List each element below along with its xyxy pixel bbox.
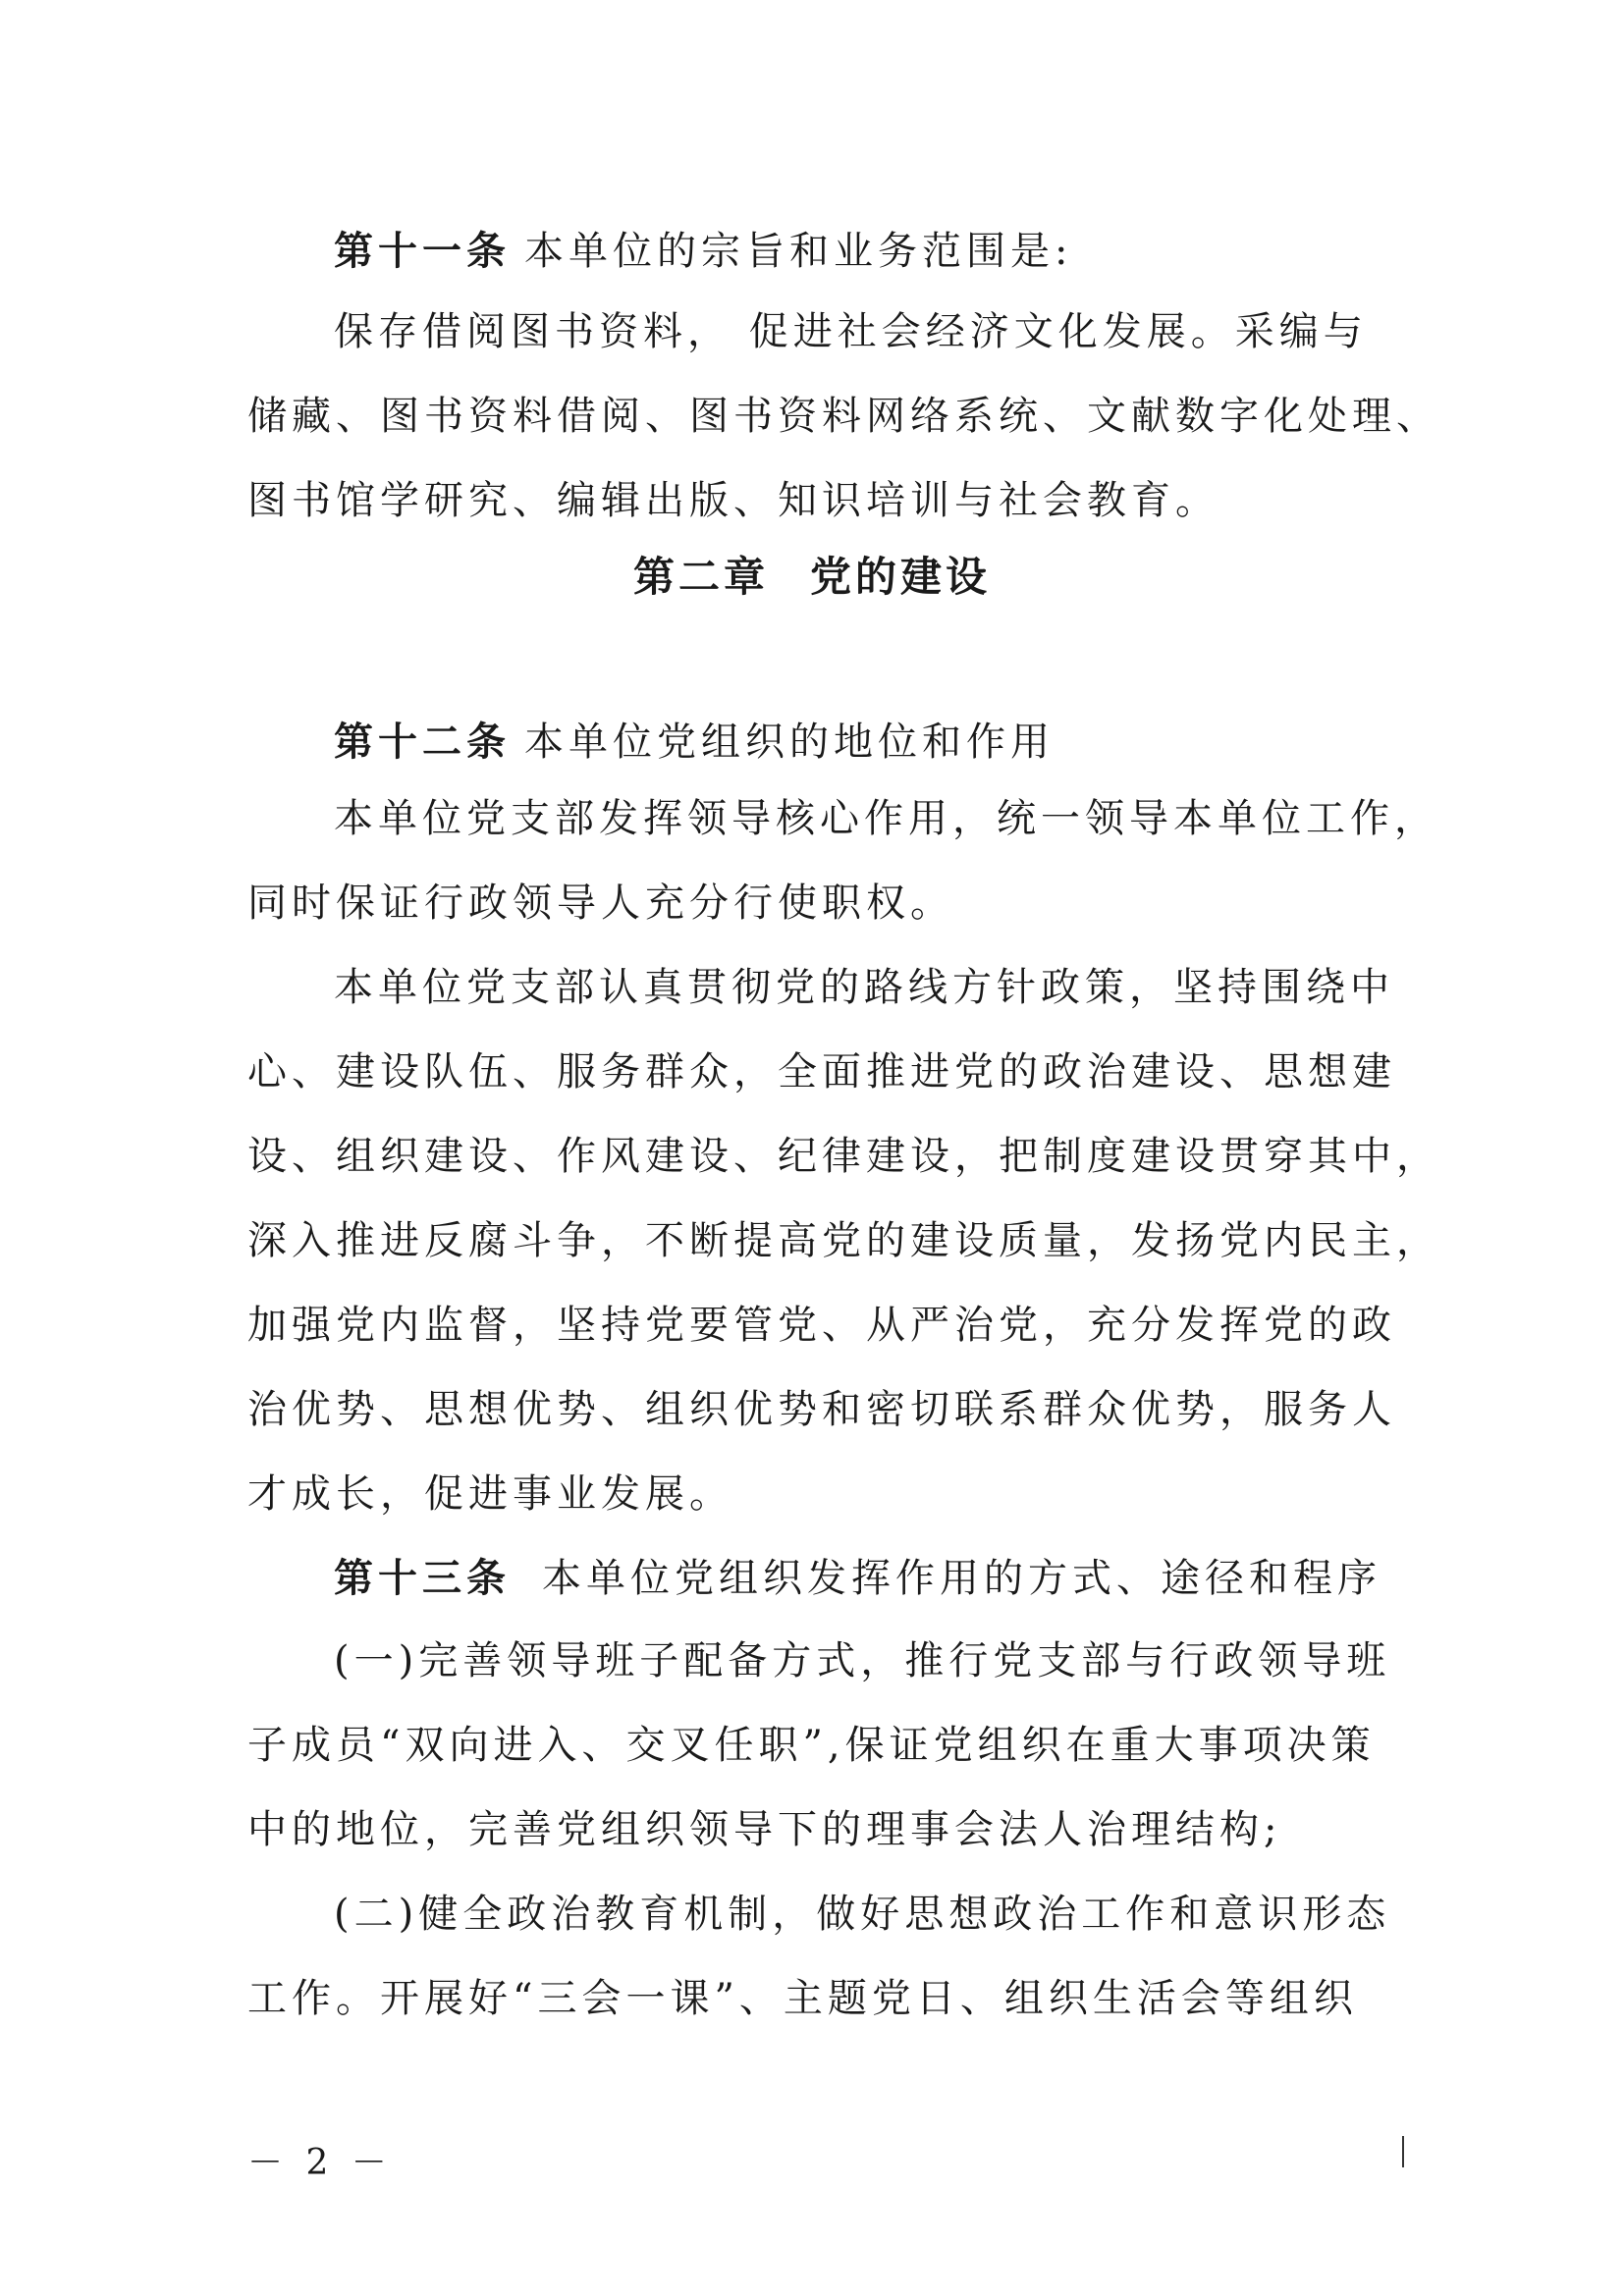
article-12-line-4: 心、建设队伍、服务群众，全面推进党的政治建设、思想建 [247,1049,1396,1095]
article-11-label: 第十一条 [334,228,511,274]
article-12-line-6: 深入推进反腐斗争，不断提高党的建设质量，发扬党内民主， [247,1218,1440,1263]
article-12-line-1: 本单位党支部发挥领导核心作用，统一领导本单位工作， [334,796,1438,841]
article-12-line-7: 加强党内监督，坚持党要管党、从严治党，充分发挥党的政 [247,1303,1396,1348]
article-12-line-9: 才成长，促进事业发展。 [247,1471,733,1517]
article-12-label: 第十二条 [334,719,511,765]
page-number: － 2 － [247,2143,393,2183]
article-12-heading-line [334,715,1473,770]
article-11-heading: 本单位的宗旨和业务范围是: [524,229,1073,274]
article-13-line-3: 中的地位，完善党组织领导下的理事会法人治理结构; [247,1807,1282,1852]
article-13-line-4: (二)健全政治教育机制，做好思想政治工作和意识形态 [334,1892,1391,1937]
article-13-heading-line [334,1551,1473,1606]
article-12-line-8: 治优势、思想优势、组织优势和密切联系群众优势，服务人 [247,1387,1396,1432]
article-13-heading: 本单位党组织发挥作用的方式、途径和程序 [542,1556,1381,1601]
chapter-2-title: 党的建设 [810,553,992,601]
article-11-line-1: 保存借阅图书资料， 促进社会经济文化发展。采编与 [334,309,1368,354]
article-11-line-3: 图书馆学研究、编辑出版、知识培训与社会教育。 [247,478,1219,523]
article-12-line-3: 本单位党支部认真贯彻党的路线方针政策，坚持围绕中 [334,965,1394,1010]
article-13-line-1: (一)完善领导班子配备方式，推行党支部与行政领导班 [334,1638,1391,1683]
article-11-heading-line [334,224,1473,279]
article-13-line-5: 工作。开展好“三会一课”、主题党日、组织生活会等组织 [247,1976,1358,2021]
article-13-label: 第十三条 [334,1555,511,1601]
article-12-line-2: 同时保证行政领导人充分行使职权。 [247,881,954,926]
chapter-2-heading [0,548,1624,607]
article-11-line-2: 储藏、图书资料借阅、图书资料网络系统、文献数字化处理、 [247,394,1440,439]
article-13-line-2: 子成员“双向进入、交叉任职”,保证党组织在重大事项决策 [247,1723,1376,1768]
article-12-heading: 本单位党组织的地位和作用 [524,720,1055,765]
chapter-2-number: 第二章 [632,553,769,601]
margin-mark [1402,2136,1404,2167]
article-12-line-5: 设、组织建设、作风建设、纪律建设，把制度建设贯穿其中， [247,1134,1440,1179]
